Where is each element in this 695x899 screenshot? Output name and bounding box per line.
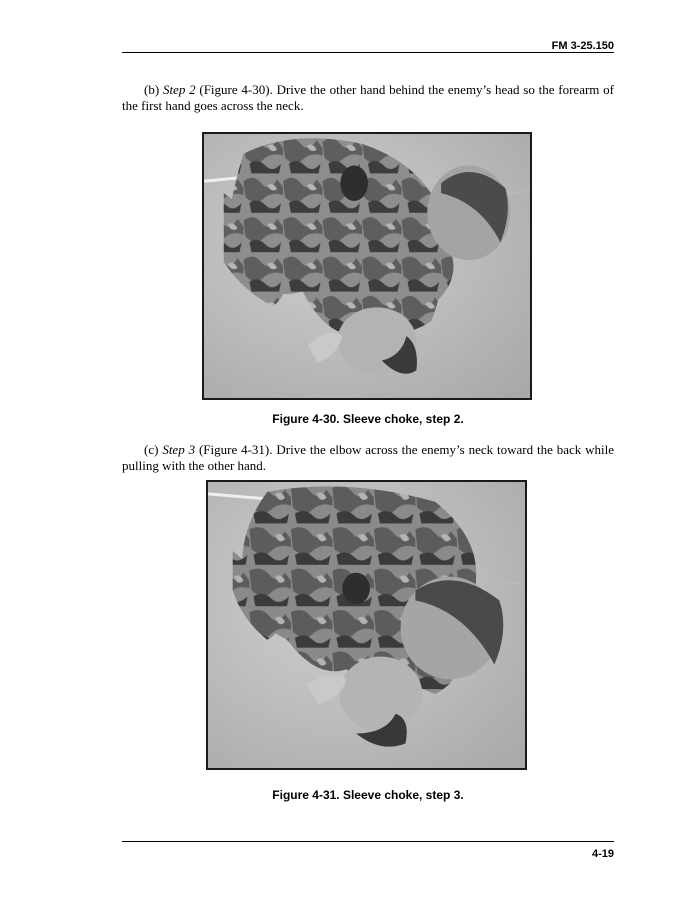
- step-2-label: (b): [144, 82, 160, 97]
- step-3-ref: (Figure 4-31).: [198, 442, 273, 457]
- step-3-text: Drive the elbow across the enemy’s neck toward the back while pulling with the other hand.: [122, 442, 615, 473]
- footer-rule: [122, 841, 614, 842]
- step-3-paragraph: [122, 442, 614, 474]
- figure-4-31-caption: Figure 4-31. Sleeve choke, step 3.: [272, 788, 464, 802]
- photo-illustration: [204, 134, 530, 398]
- step-2-paragraph: [122, 82, 614, 114]
- step-3-title: Step 3: [162, 442, 196, 457]
- document-id: FM 3-25.150: [551, 40, 614, 52]
- page-number: 4-19: [591, 848, 614, 860]
- step-2-ref: (Figure 4-30).: [199, 82, 273, 97]
- header-rule: [122, 52, 614, 53]
- step-2-title: Step 2: [162, 82, 196, 97]
- step-2-text: Drive the other hand behind the enemy’s head so the forearm of the first hand goes across the neck.: [122, 82, 614, 113]
- figure-4-31-photo: [206, 480, 527, 770]
- photo-illustration: [208, 482, 525, 768]
- step-3-label: (c): [144, 442, 159, 457]
- figure-4-30-caption: Figure 4-30. Sleeve choke, step 2.: [272, 412, 464, 426]
- figure-4-30-photo: [202, 132, 532, 400]
